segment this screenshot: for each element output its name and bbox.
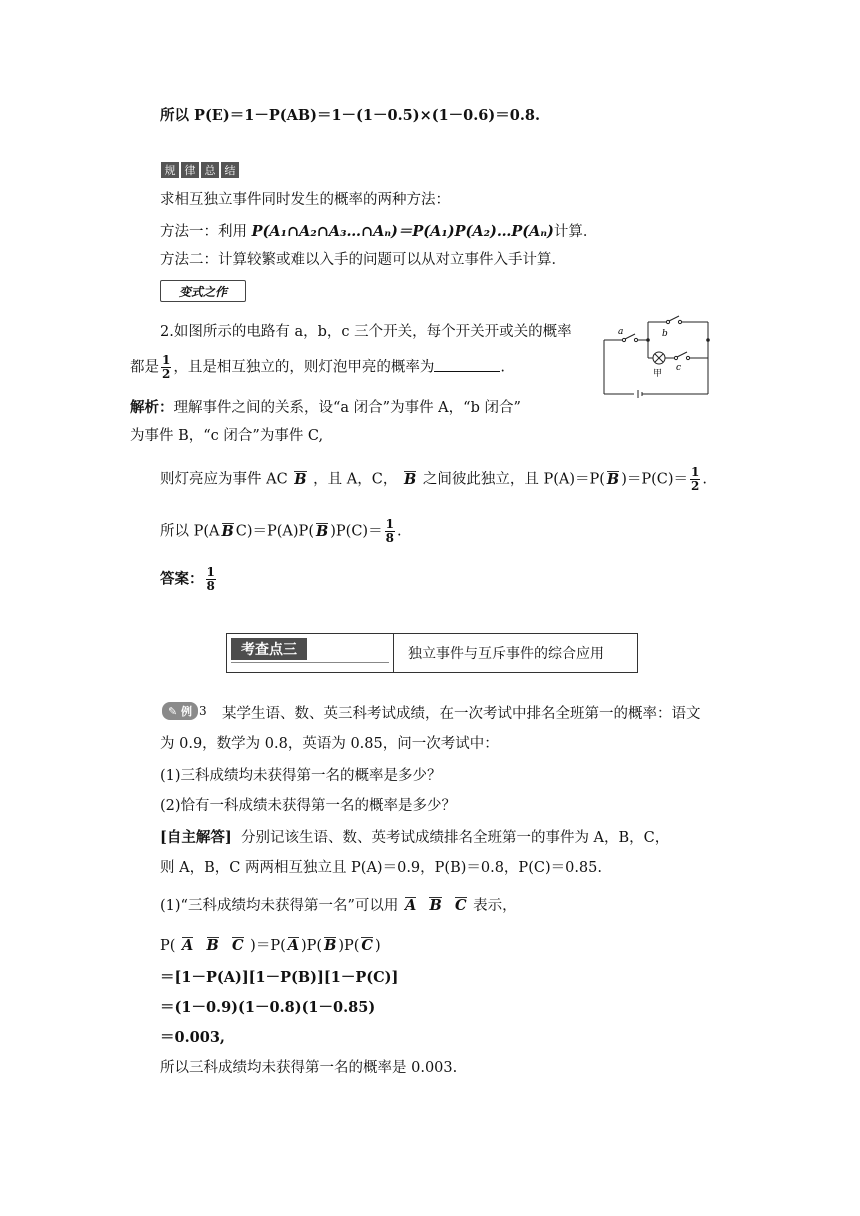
b-complement: B — [429, 897, 442, 914]
solution-step1: (1)“三科成绩均未获得第一名”可以用 A B C 表示， — [160, 897, 517, 914]
b-complement: B — [315, 522, 329, 540]
example-question-2: (2)恰有一科成绩未获得第一名的概率是多少？ — [160, 798, 457, 814]
summary-tag-char: 规 — [161, 162, 179, 178]
answer-label: 答案： — [160, 570, 204, 588]
analysis-text: 理解事件之间的关系，设“a 闭合”为事件 A，“b 闭合” — [173, 400, 521, 416]
solution-step2: P( A B C )＝P( A )P( B )P( C ) — [160, 937, 381, 954]
question-2-line1: 2.如图所示的电路有 a，b，c 三个开关，每个开关开或关的概率 — [160, 324, 572, 340]
method-two: 方法二：计算较繁或难以入手的问题可以从对立事件入手计算． — [160, 252, 566, 268]
example-number: 3 — [199, 704, 207, 718]
variant-practice-tag: 变式之作 — [160, 280, 246, 302]
solution-line1: [自主解答] 分别记该生语、数、英考试成绩排名全班第一的事件为 A，B，C， — [160, 829, 670, 846]
example-pill: ✎ 例 — [162, 702, 198, 720]
fraction-one-half: $\frac{1}{2}$ — [162, 353, 171, 381]
example-line2: 为 0.9，数学为 0.8，英语为 0.85，问一次考试中： — [160, 736, 499, 752]
q2-pre: 都是 — [130, 359, 159, 376]
analysis-label: 解析： — [130, 399, 174, 416]
summary-tag-char: 结 — [221, 162, 239, 178]
self-answer-label: [自主解答] — [160, 829, 232, 846]
c-complement: C — [454, 897, 467, 914]
banner-left — [227, 634, 394, 672]
switch-b-label: b — [662, 329, 668, 339]
answer-fraction: $\frac{1}{8}$ — [206, 565, 215, 593]
b-complement: B — [221, 522, 234, 540]
summary-tag — [161, 162, 239, 178]
solution-line2: 则 A，B，C 两两相互独立且 P(A)＝0.9，P(B)＝0.8，P(C)＝0.85. — [160, 860, 602, 876]
solution-step3: ＝[1－P(A)][1－P(B)][1－P(C)] — [160, 969, 399, 986]
method-one-formula: P(A₁∩A₂∩A₃…∩Aₙ)＝P(A₁)P(A₂)…P(Aₙ) — [251, 223, 554, 240]
solution-step5: ＝0.003, — [160, 1029, 225, 1046]
analysis-line4: 所以 P(A B C)＝P(A)P( B )P(C)＝ $\frac{1}{8}$ . — [160, 517, 402, 545]
summary-title: 求相互独立事件同时发生的概率的两种方法： — [160, 192, 450, 208]
topic-banner — [226, 633, 638, 673]
example-line1: 某学生语、数、英三科考试成绩，在一次考试中排名全班第一的概率：语文 — [222, 706, 701, 722]
method-one-post: 计算． — [553, 224, 598, 240]
solution-conclusion-line: 所以 P(E)＝1－P(AB)＝1－(1－0.5)×(1－0.6)＝0.8. — [160, 107, 541, 124]
summary-tag-char: 律 — [181, 162, 199, 178]
method-one-label: 方法一：利用 — [160, 224, 252, 240]
analysis-line3: 则灯亮应为事件 AC B ，且 A，C， B 之间彼此独立，且 P(A)＝P( B )＝P(C)＝ $\frac{1}{2}$ . — [160, 465, 707, 493]
summary-tag-char: 总 — [201, 162, 219, 178]
switch-a-label: a — [618, 327, 624, 337]
b-complement: B — [294, 470, 307, 488]
b-complement: B — [606, 470, 620, 488]
solution-step4: ＝(1－0.9)(1－0.8)(1－0.85) — [160, 999, 376, 1016]
fraction-one-half: $\frac{1}{2}$ — [691, 465, 700, 493]
banner-label: 考查点三 — [231, 638, 307, 660]
answer-line — [160, 566, 218, 593]
analysis-line1 — [130, 398, 521, 418]
fraction-one-eighth: $\frac{1}{8}$ — [385, 517, 394, 545]
a-complement: A — [404, 897, 417, 914]
q2-post: ，且是相互独立的，则灯泡甲亮的概率为 — [173, 359, 435, 376]
lamp-label: 甲 — [653, 369, 663, 379]
answer-blank — [434, 357, 500, 372]
b-complement: B — [403, 470, 417, 488]
switch-c-label: c — [676, 363, 682, 373]
method-one — [160, 222, 597, 242]
example-3-tag — [162, 702, 207, 720]
circuit-diagram — [598, 312, 716, 400]
banner-title: 独立事件与互斥事件的综合应用 — [408, 646, 604, 662]
example-question-1: (1)三科成绩均未获得第一名的概率是多少？ — [160, 768, 442, 784]
analysis-line2: 为事件 B，“c 闭合”为事件 C, — [130, 428, 324, 444]
solution-conclusion: 所以三科成绩均未获得第一名的概率是 0.003. — [160, 1060, 458, 1076]
question-2-line2: 都是 $\frac{1}{2}$ ，且是相互独立的，则灯泡甲亮的概率为 . — [130, 353, 505, 381]
